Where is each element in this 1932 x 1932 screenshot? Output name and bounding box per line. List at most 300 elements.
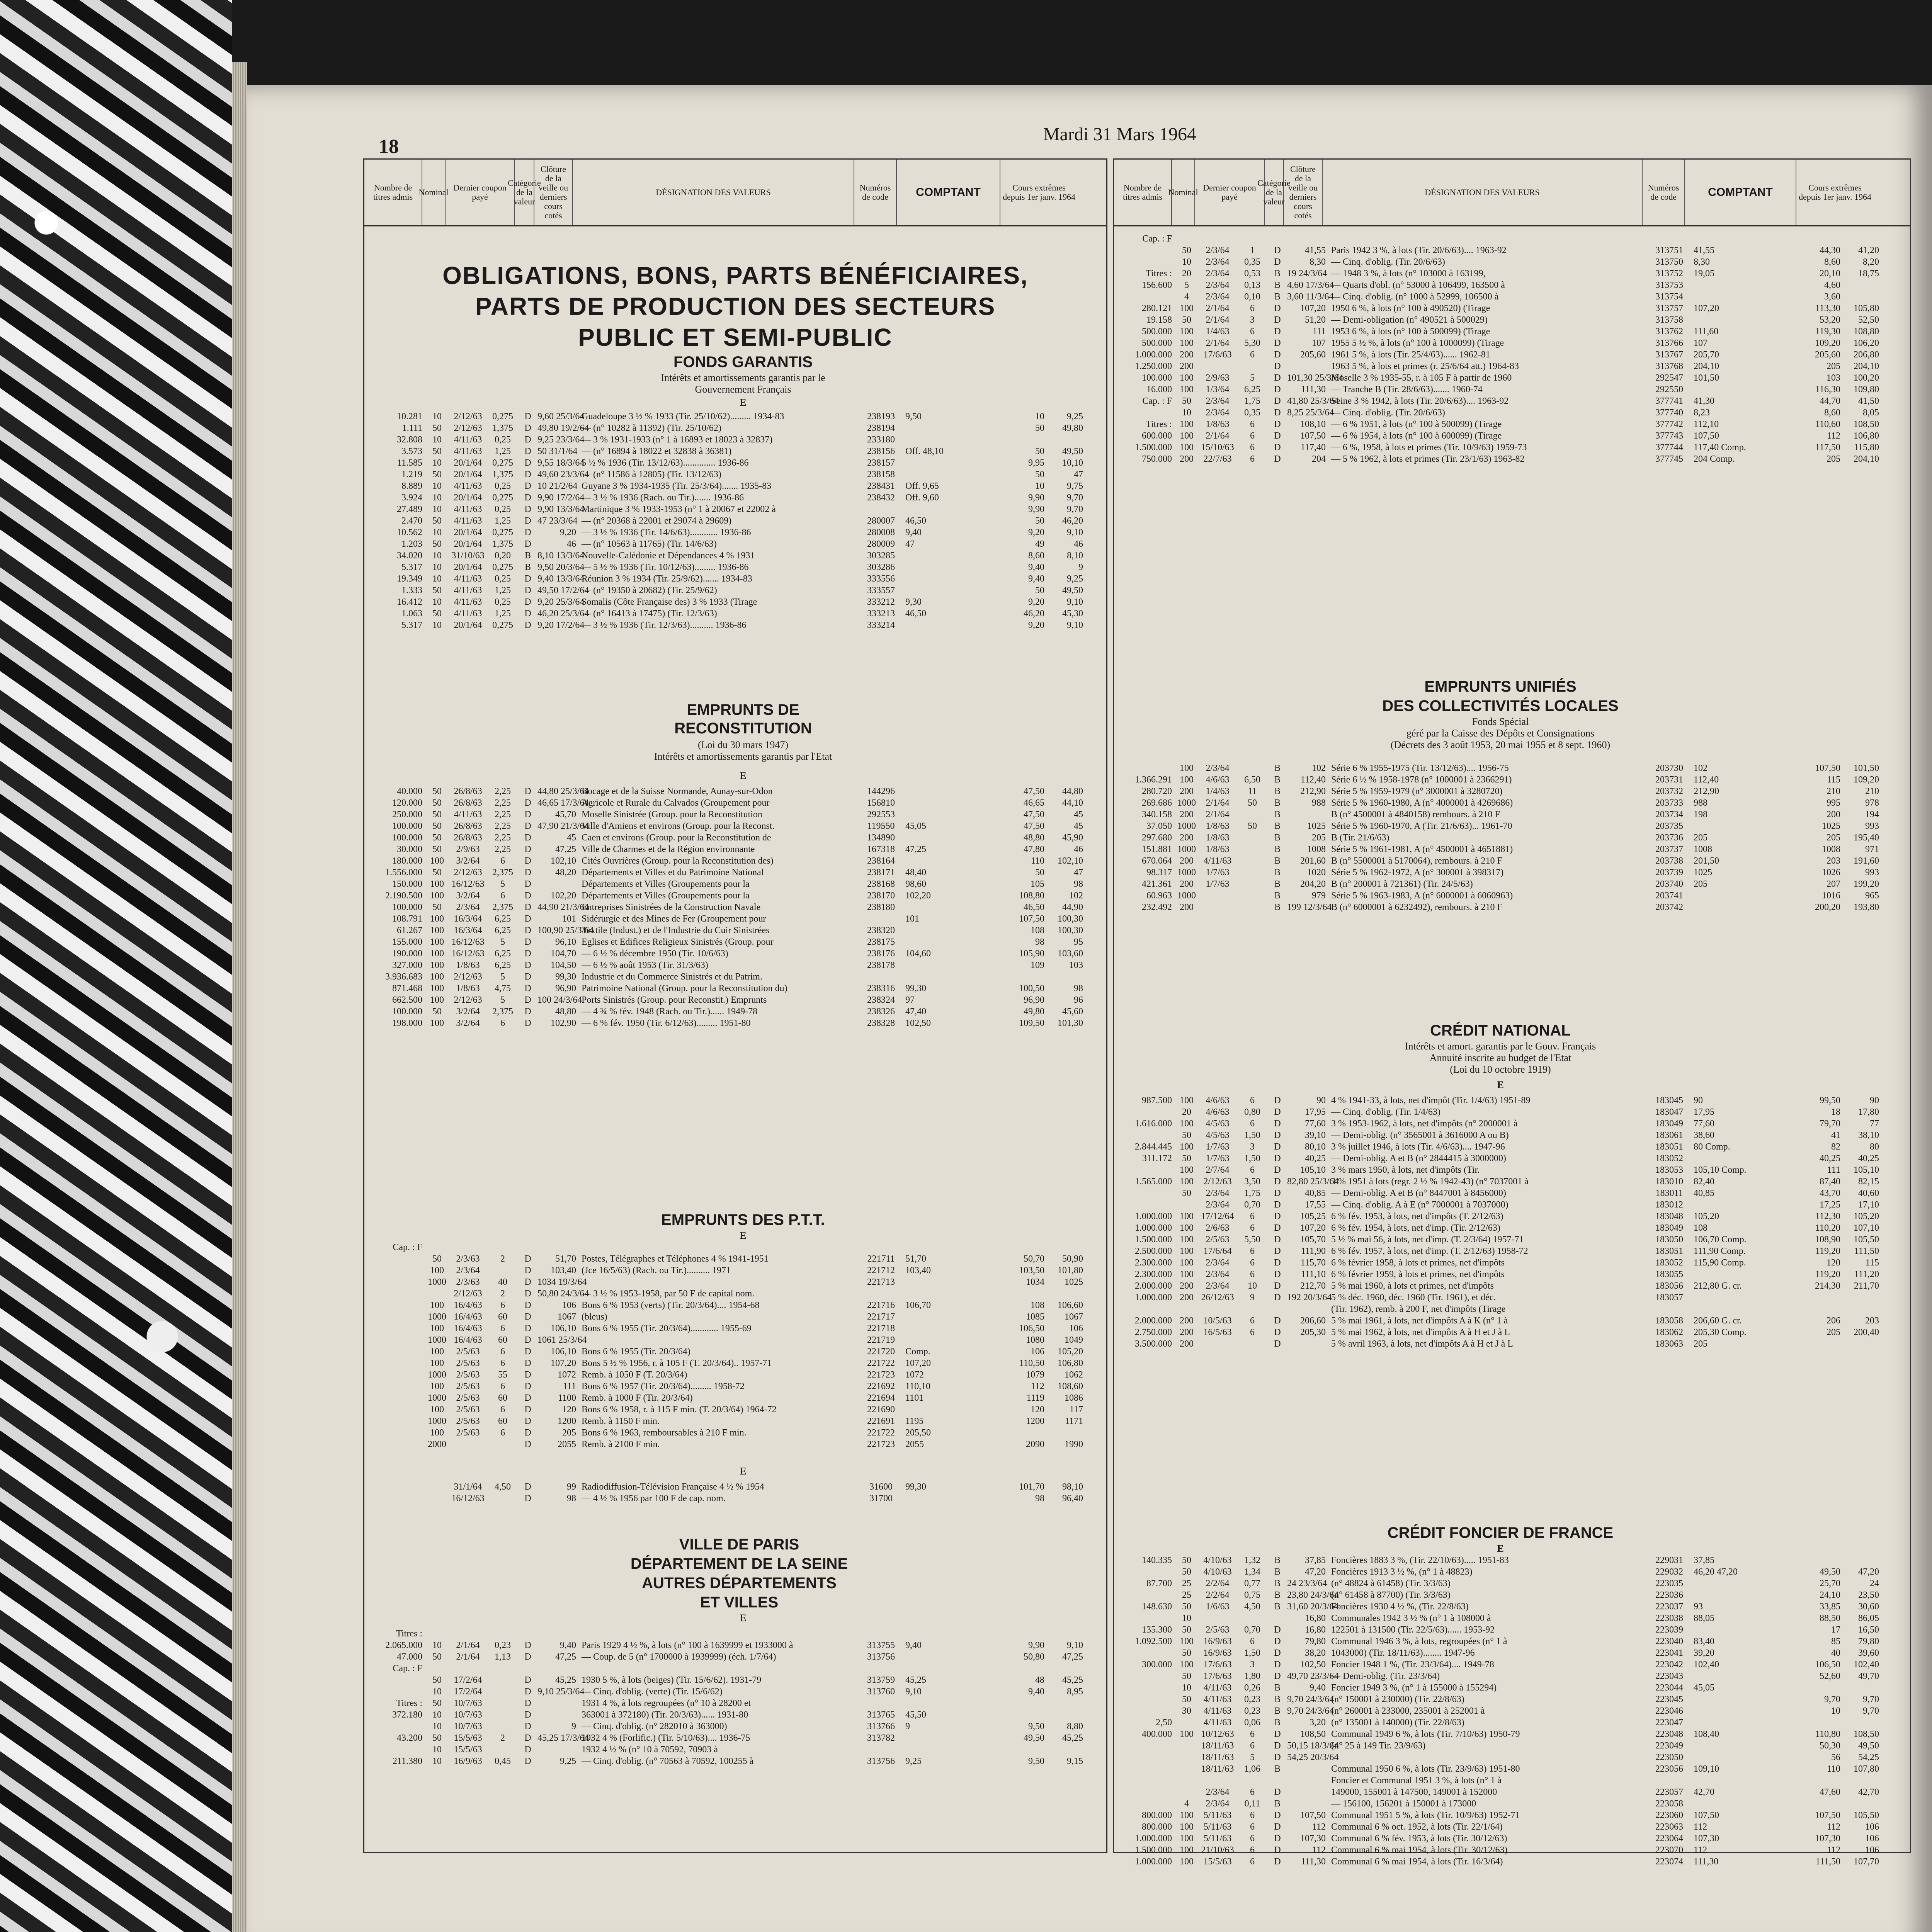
cell-nominal: 100: [1180, 1845, 1194, 1855]
cell-plus-haut: 18,75: [1858, 269, 1879, 279]
cell-comptant: [1690, 233, 1802, 245]
cell-net: 6: [1250, 327, 1255, 337]
head-extremes-r: Cours extrêmes depuis 1er janv. 1964: [1799, 183, 1871, 202]
cell-date: 16/3/64: [454, 925, 482, 935]
cell-net: [487, 1493, 518, 1504]
cell-date: 4/11/63: [1203, 1718, 1232, 1728]
cell-net: 6: [1250, 1822, 1255, 1832]
cell-date: 4/11/63: [454, 609, 482, 619]
cell-comptant: [1690, 890, 1802, 901]
cell-nominal: 50: [432, 833, 442, 843]
cell-designation: B (n° 4500001 à 4840158) rembours. à 210 F: [1331, 810, 1500, 820]
cell-comptant: 88,05: [1694, 1613, 1714, 1623]
radio-letter: E: [740, 1466, 747, 1477]
cell-titres: 16.000: [1146, 384, 1172, 395]
cell-plus-bas: 105,90: [1019, 949, 1044, 959]
cell-designation: 6 % fév. 1957, à lots, net d'imp. (T. 2/12/63) 1958-72: [1331, 1246, 1528, 1256]
cell-plus-bas: 4,60: [1824, 280, 1840, 290]
cell-categorie: D: [524, 1675, 531, 1685]
cell-comptant: 80 Comp.: [1694, 1142, 1730, 1152]
cell-nominal: 200: [1180, 1327, 1194, 1337]
cell-comptant: 110,10: [905, 1381, 931, 1391]
cell-cloture: 9: [571, 1721, 576, 1731]
cell-cloture: 107,20: [1300, 303, 1326, 313]
cell-categorie: D: [524, 1018, 531, 1028]
cell-nominal: 100: [1180, 1258, 1194, 1268]
cell-net: 0,53: [1244, 269, 1260, 279]
cell-plus-bas: [1802, 1798, 1840, 1810]
cell-designation: Communal 1949 6 %, à lots (Tir. 7/10/63) 1950-79: [1331, 1729, 1520, 1739]
cell-titres: 61.267: [397, 925, 422, 935]
cell-cloture: 99: [567, 1482, 576, 1492]
cell-titres: 100.000: [392, 902, 422, 912]
cell-cloture: 112,40: [1300, 775, 1326, 785]
radio-rows: [364, 1481, 1106, 1504]
cell-plus-bas: 50: [1035, 516, 1044, 526]
cell-nominal: 50: [432, 786, 442, 796]
cell-titres: [364, 1369, 425, 1381]
cell-titres: 1.500.000: [1135, 1235, 1172, 1245]
cell-plus-haut: 41,20: [1858, 245, 1879, 255]
cell-comptant: 108: [1694, 1223, 1708, 1233]
head-cloture-r: Clôture de la veille ou derniers cours cotés: [1284, 160, 1323, 225]
cell-categorie: D: [524, 1381, 531, 1391]
table-row: [1114, 1164, 1910, 1176]
cell-designation: 3 % mars 1950, à lots, net d'impôts (Tir.: [1331, 1165, 1480, 1175]
table-row: [1114, 1280, 1910, 1292]
cell-date: 4/11/63: [454, 574, 482, 584]
cell-plus-haut: 108,50: [1854, 419, 1879, 429]
cell-designation: 3 % 1953-1962, à lots, net d'impôts (n° 2000001 à: [1331, 1119, 1518, 1129]
cell-nominal: 50: [432, 585, 442, 595]
table-row: [1114, 1844, 1910, 1856]
cell-plus-bas: 1200: [1026, 1416, 1044, 1426]
cell-code: 203742: [1655, 902, 1683, 912]
cell-titres: 100.000: [392, 1007, 422, 1017]
cell-designation: Somalis (Côte Française des) 3 % 1933 (Tirage: [582, 597, 757, 607]
cell-plus-haut: [1044, 1628, 1083, 1639]
cell-titres: 16.412: [397, 597, 422, 607]
cell-net: 2,25: [495, 798, 511, 808]
cell-nominal: 50: [432, 1698, 442, 1708]
cell-net: 3: [1250, 315, 1255, 325]
cell-comptant: 45,25: [905, 1675, 926, 1685]
cell-code: 223056: [1655, 1764, 1683, 1774]
cell-plus-bas: 103,50: [1019, 1265, 1044, 1276]
cell-nominal: [1175, 1763, 1198, 1775]
cell-plus-bas: [1006, 1744, 1044, 1755]
cell-code: [860, 1288, 902, 1299]
cell-date: 2/3/64: [1206, 1269, 1230, 1279]
table-row: [364, 820, 1106, 832]
cell-designation: Martinique 3 % 1933-1953 (n° 1 à 20067 et 22002 à: [582, 504, 776, 514]
cell-plus-bas: [1006, 1663, 1044, 1674]
cell-cloture: 204: [1312, 454, 1326, 464]
left-table: [363, 158, 1107, 1853]
cell-date: 4/11/63: [454, 446, 482, 456]
cell-designation: (Tir. 1962), remb. à 200 F, net d'impôts (Tirage: [1331, 1304, 1506, 1314]
cell-cloture: 111,30: [1301, 1857, 1326, 1867]
cell-code: 223038: [1655, 1613, 1683, 1623]
cell-categorie: B: [1274, 891, 1281, 901]
cell-date: 2/1/64: [1206, 798, 1230, 808]
cell-designation: Sidérurgie et des Mines de Fer (Groupement pour: [582, 914, 766, 924]
cell-comptant: 106,70: [905, 1300, 931, 1310]
cell-plus-bas: 18: [1831, 1107, 1840, 1117]
cell-categorie: D: [1274, 1741, 1281, 1751]
cell-date: 2/3/64: [456, 1265, 480, 1276]
cell-nominal: 50: [432, 1254, 442, 1264]
cell-comptant: [1690, 291, 1802, 303]
cell-net: 6: [1250, 303, 1255, 313]
cell-date: 31/1/64: [454, 1482, 482, 1492]
cell-comptant: 9,10: [905, 1687, 922, 1697]
cell-code: 238180: [867, 902, 895, 912]
cell-nominal: [425, 1288, 449, 1299]
cell-categorie: D: [1274, 1119, 1281, 1129]
cell-designation: — Cinq. d'oblig. (n° 70563 à 70592, 100255 à: [582, 1756, 754, 1766]
cell-net: [1237, 901, 1268, 913]
cell-plus-haut: 9,25: [1067, 574, 1083, 584]
cell-plus-bas: [1006, 971, 1044, 983]
cell-nominal: 100: [1180, 338, 1194, 348]
cell-plus-bas: 33,85: [1820, 1602, 1840, 1612]
cell-nominal: [1175, 1303, 1198, 1315]
cell-titres: 297.680: [1142, 833, 1172, 843]
cell-nominal: 50: [1182, 1648, 1191, 1658]
cell-cloture: 48,20: [555, 867, 576, 878]
cell-nominal: 50: [432, 609, 442, 619]
cell-titres: 2.065.000: [385, 1640, 422, 1650]
cell-comptant: 47,40: [905, 1007, 926, 1017]
cell-cloture: 212,70: [1300, 1281, 1326, 1291]
cell-net: [1237, 855, 1268, 867]
cell-cloture: 46: [567, 539, 576, 549]
cell-net: 0,275: [492, 562, 513, 572]
table-row: [364, 878, 1106, 890]
table-row: [364, 1493, 1106, 1504]
cell-titres: [1114, 1187, 1175, 1199]
table-row: [364, 1265, 1106, 1276]
cell-comptant: 204 Comp.: [1694, 454, 1735, 464]
cell-plus-bas: 8,60: [1028, 551, 1044, 561]
cell-plus-bas: 9,50: [1028, 1721, 1044, 1731]
cell-net: 0,25: [495, 435, 511, 445]
cell-plus-haut: 103: [1069, 960, 1083, 970]
cell-date: 2/3/64: [1206, 408, 1230, 418]
cell-code: 31600: [869, 1482, 893, 1492]
cell-titres: [1114, 291, 1175, 303]
cell-plus-haut: 23,50: [1858, 1590, 1879, 1600]
cell-nominal: [1175, 1199, 1198, 1211]
cell-categorie: D: [1274, 419, 1281, 429]
cell-categorie: D: [1274, 1293, 1281, 1303]
table-row: [364, 1311, 1106, 1323]
cell-comptant: [1690, 1670, 1802, 1682]
cell-plus-haut: 206,80: [1854, 350, 1879, 360]
cell-date: 26/12/63: [1201, 1293, 1234, 1303]
cell-net: 6: [500, 1381, 505, 1391]
cell-code: 313766: [867, 1721, 895, 1731]
cell-nominal: 50: [432, 1733, 442, 1743]
cell-categorie: D: [1274, 303, 1281, 313]
cell-categorie: D: [524, 469, 531, 480]
table-row: [364, 1288, 1106, 1299]
cell-plus-haut: 49,50: [1062, 585, 1083, 595]
cell-cloture: 106,10: [551, 1323, 576, 1333]
cell-net: [1237, 809, 1268, 820]
cell-cloture: 9,40: [560, 1640, 576, 1650]
table-row: [1114, 418, 1910, 430]
fonds-letter: E: [740, 397, 747, 408]
cell-titres: [1114, 1705, 1175, 1717]
cell-designation: Bons 6 % 1957 (Tir. 20/3/64)......... 1958-72: [582, 1381, 745, 1391]
cn-title: CRÉDIT NATIONAL: [1430, 1022, 1571, 1039]
cell-code: 183053: [1655, 1165, 1683, 1175]
cell-plus-bas: 98: [1035, 1493, 1044, 1503]
cell-code: 280009: [867, 539, 895, 549]
cell-date: 2/1/64: [456, 1640, 480, 1650]
cell-date: 16/3/64: [454, 914, 482, 924]
cell-net: 6: [1250, 1741, 1255, 1751]
cell-designation: — (n° 19350 à 20682) (Tir. 25/9/62): [582, 585, 717, 595]
cell-net: 0,80: [1244, 1107, 1260, 1117]
cell-designation: Communal 6 % mai 1954, à lots (Tir. 30/12/63): [1331, 1845, 1508, 1855]
cell-titres: 1.092.500: [1135, 1636, 1172, 1646]
table-row: [364, 1415, 1106, 1427]
cell-plus-bas: 50: [1035, 585, 1044, 595]
cell-titres: [364, 1346, 425, 1357]
cell-nominal: 100: [1180, 1833, 1194, 1844]
cell-code: 223035: [1655, 1578, 1683, 1588]
cell-comptant: [902, 1651, 1006, 1663]
cell-code: 203738: [1655, 856, 1683, 866]
cell-cloture: 9,40 13/3/64: [537, 574, 585, 584]
cell-comptant: [1690, 1717, 1802, 1728]
cell-categorie: D: [524, 1745, 531, 1755]
cell-titres: 340.158: [1142, 810, 1172, 820]
table-row: [1114, 291, 1910, 303]
cell-designation: — Cinq. d'oblig. (Tir. 20/6/63): [1331, 257, 1445, 267]
table-row: [364, 809, 1106, 820]
cell-titres: Cap. : F: [393, 1663, 422, 1673]
cell-titres: 1.565.000: [1135, 1177, 1172, 1187]
cell-plus-haut: 1990: [1065, 1439, 1083, 1449]
cell-designation: — 6 % 1954, à lots (n° 100 à 600099) (Tirage: [1331, 431, 1502, 441]
cell-plus-haut: [1044, 1697, 1083, 1709]
cell-code: 229031: [1655, 1555, 1683, 1565]
cell-cloture: 105,25: [1300, 1211, 1326, 1221]
cell-net: 3: [1250, 1142, 1255, 1152]
cell-plus-haut: 47,25: [1062, 1652, 1083, 1662]
cell-code: 183063: [1655, 1339, 1683, 1349]
cell-net: 0,25: [495, 481, 511, 491]
cell-comptant: 77,60: [1694, 1119, 1714, 1129]
unif-rows: [1114, 762, 1910, 913]
cell-categorie: D: [1274, 1339, 1281, 1349]
cell-comptant: 107,50: [1694, 431, 1719, 441]
cell-code: [860, 1242, 902, 1253]
cell-code: 238170: [867, 891, 895, 901]
cell-plus-bas: 2090: [1026, 1439, 1044, 1449]
cell-plus-bas: 106,50: [1815, 1660, 1840, 1670]
cell-comptant: 112: [1694, 1845, 1708, 1855]
cell-titres: 135.300: [1142, 1625, 1172, 1635]
table-row: [1114, 1234, 1910, 1245]
cell-nominal: 100: [430, 937, 444, 947]
cell-categorie: D: [524, 1007, 531, 1017]
cell-categorie: D: [1274, 245, 1281, 255]
cell-categorie: D: [1274, 1188, 1281, 1198]
cell-code: 223064: [1655, 1833, 1683, 1844]
cell-designation: Paris 1929 4 ½ %, à lots (n° 100 à 1639999 et 1933000 à: [582, 1640, 793, 1650]
cell-cloture: 108,10: [1300, 419, 1326, 429]
cell-titres: 327.000: [392, 960, 422, 970]
cell-titres: 2.190.500: [385, 891, 422, 901]
cell-net: 6: [500, 891, 505, 901]
table-row: [364, 1697, 1106, 1709]
cell-net: 6,25: [1244, 384, 1260, 395]
cell-designation: — 5 ½ % 1936 (Tir. 10/12/63)......... 1936-86: [582, 562, 749, 572]
cell-cloture: 1025: [1307, 821, 1326, 831]
cell-net: [1237, 1338, 1268, 1350]
table-row: [364, 901, 1106, 913]
cell-date: [449, 1439, 487, 1450]
cell-categorie: [1268, 1303, 1287, 1315]
table-row: [1114, 407, 1910, 418]
table-row: [1114, 809, 1910, 820]
cell-titres: [364, 1404, 425, 1415]
cell-code: 223037: [1655, 1602, 1683, 1612]
cell-plus-haut: 965: [1865, 891, 1879, 901]
cell-plus-haut: 105,80: [1854, 303, 1879, 313]
cell-plus-haut: 9,10: [1067, 620, 1083, 630]
cell-code: 203730: [1655, 763, 1683, 773]
cell-titres: 100.000: [1142, 373, 1172, 383]
cell-net: 60: [498, 1312, 507, 1322]
cell-date: 2/3/63: [456, 1277, 480, 1287]
cell-titres: [364, 1392, 425, 1404]
cell-cloture: 96,90: [555, 983, 576, 993]
cell-plus-bas: 40: [1831, 1648, 1840, 1658]
cell-nominal: 1000: [428, 1393, 446, 1403]
cell-titres: 190.000: [392, 949, 422, 959]
cell-nominal: 100: [430, 1265, 444, 1276]
cell-titres: [364, 1288, 425, 1299]
cell-plus-haut: 106,80: [1058, 1358, 1083, 1368]
cell-nominal: 100: [1180, 1211, 1194, 1221]
cell-plus-haut: [1044, 1288, 1083, 1299]
cell-nominal: 50: [1182, 1567, 1191, 1577]
cell-net: [1237, 233, 1268, 245]
cell-comptant: 112,10: [1694, 419, 1719, 429]
table-row: [1114, 442, 1910, 453]
cell-titres: [364, 1299, 425, 1311]
cn-letter: E: [1497, 1079, 1504, 1090]
cell-cloture: 1034 19/3/64: [537, 1277, 587, 1287]
cell-titres: 10.281: [397, 412, 422, 422]
cell-nominal: 100: [1180, 1142, 1194, 1152]
cell-cloture: 104,70: [551, 949, 576, 959]
cell-plus-bas: 49,50: [1024, 1733, 1044, 1743]
cell-titres: 10.562: [397, 527, 422, 537]
cell-code: 333556: [867, 574, 895, 584]
cell-comptant: 8,30: [1694, 257, 1710, 267]
cell-plus-bas: 50: [1035, 867, 1044, 878]
cell-plus-haut: 44,90: [1062, 902, 1083, 912]
cell-nominal: 50: [1182, 1188, 1191, 1198]
cell-code: 221691: [867, 1416, 895, 1426]
page-edges: [232, 62, 247, 1932]
cell-designation: Bons 6 % 1955 (Tir. 20/3/64)............ 1955-69: [582, 1323, 752, 1333]
cell-comptant: 105,20: [1694, 1211, 1719, 1221]
cell-plus-bas: 106: [1031, 1347, 1044, 1357]
cell-date: 18/11/63: [1201, 1764, 1234, 1774]
cell-categorie: D: [1274, 396, 1281, 406]
cell-plus-haut: 9: [1078, 562, 1083, 572]
table-row: [364, 1755, 1106, 1767]
cell-designation: — Cinq. d'oblig. (n° 1000 à 52999, 106500 à: [1331, 292, 1499, 302]
cell-nominal: 200: [1180, 856, 1194, 866]
cell-categorie: B: [1274, 1764, 1281, 1774]
cell-titres: 3.500.000: [1135, 1339, 1172, 1349]
cell-plus-bas: 110: [1031, 856, 1044, 866]
cell-plus-haut: 44,80: [1062, 786, 1083, 796]
cell-comptant: 41,30: [1694, 396, 1714, 406]
cell-titres: [1114, 1647, 1175, 1659]
cell-date: 26/8/63: [454, 786, 482, 796]
cell-date: 10/7/63: [454, 1710, 482, 1720]
cell-designation: 6 % février 1959, à lots et primes, net d'impôts: [1331, 1269, 1505, 1279]
cell-plus-bas: 50,80: [1024, 1652, 1044, 1662]
cell-plus-haut: 8,05: [1863, 408, 1879, 418]
cell-date: 2/2/64: [1206, 1578, 1230, 1588]
cell-designation: (Jce 16/5/63) (Rach. ou Tir.).......... 1971: [582, 1265, 731, 1276]
cell-nominal: 100: [430, 914, 444, 924]
cell-plus-haut: 45,25: [1062, 1675, 1083, 1685]
table-row: [364, 1006, 1106, 1017]
cell-plus-bas: 115: [1827, 775, 1840, 785]
cell-net: 6: [1250, 1636, 1255, 1646]
cell-plus-haut: 30,60: [1858, 1602, 1879, 1612]
cell-code: 203731: [1655, 775, 1683, 785]
cell-net: 2,25: [495, 786, 511, 796]
cell-categorie: D: [524, 527, 531, 537]
cell-titres: [1114, 1199, 1175, 1211]
cell-nominal: 10: [432, 1745, 442, 1755]
cell-categorie: D: [524, 902, 531, 912]
table-row: [364, 1381, 1106, 1392]
cell-date: 2/1/64: [1206, 810, 1230, 820]
cell-plus-haut: 24: [1870, 1578, 1879, 1588]
cell-code: 238193: [867, 412, 895, 422]
cell-comptant: [902, 855, 1006, 867]
cell-designation: Série 5 % 1960-1980, A (n° 4000001 à 4269686): [1331, 798, 1513, 808]
cell-nominal: 10: [432, 1710, 442, 1720]
cell-nominal: 50: [1182, 1153, 1191, 1163]
cell-plus-haut: 106,60: [1058, 1300, 1083, 1310]
cell-net: 0,275: [492, 527, 513, 537]
cell-date: 26/8/63: [454, 833, 482, 843]
cell-net: 0,70: [1244, 1625, 1260, 1635]
cell-nominal: 50: [432, 844, 442, 854]
cell-net: 5: [500, 995, 505, 1005]
cell-comptant: [1690, 1578, 1802, 1589]
cell-plus-bas: 1025: [1822, 821, 1840, 831]
head-dernier-r: Dernier coupon payé: [1195, 160, 1265, 225]
cell-titres: 47.000: [397, 1652, 422, 1662]
cell-categorie: D: [524, 1710, 531, 1720]
